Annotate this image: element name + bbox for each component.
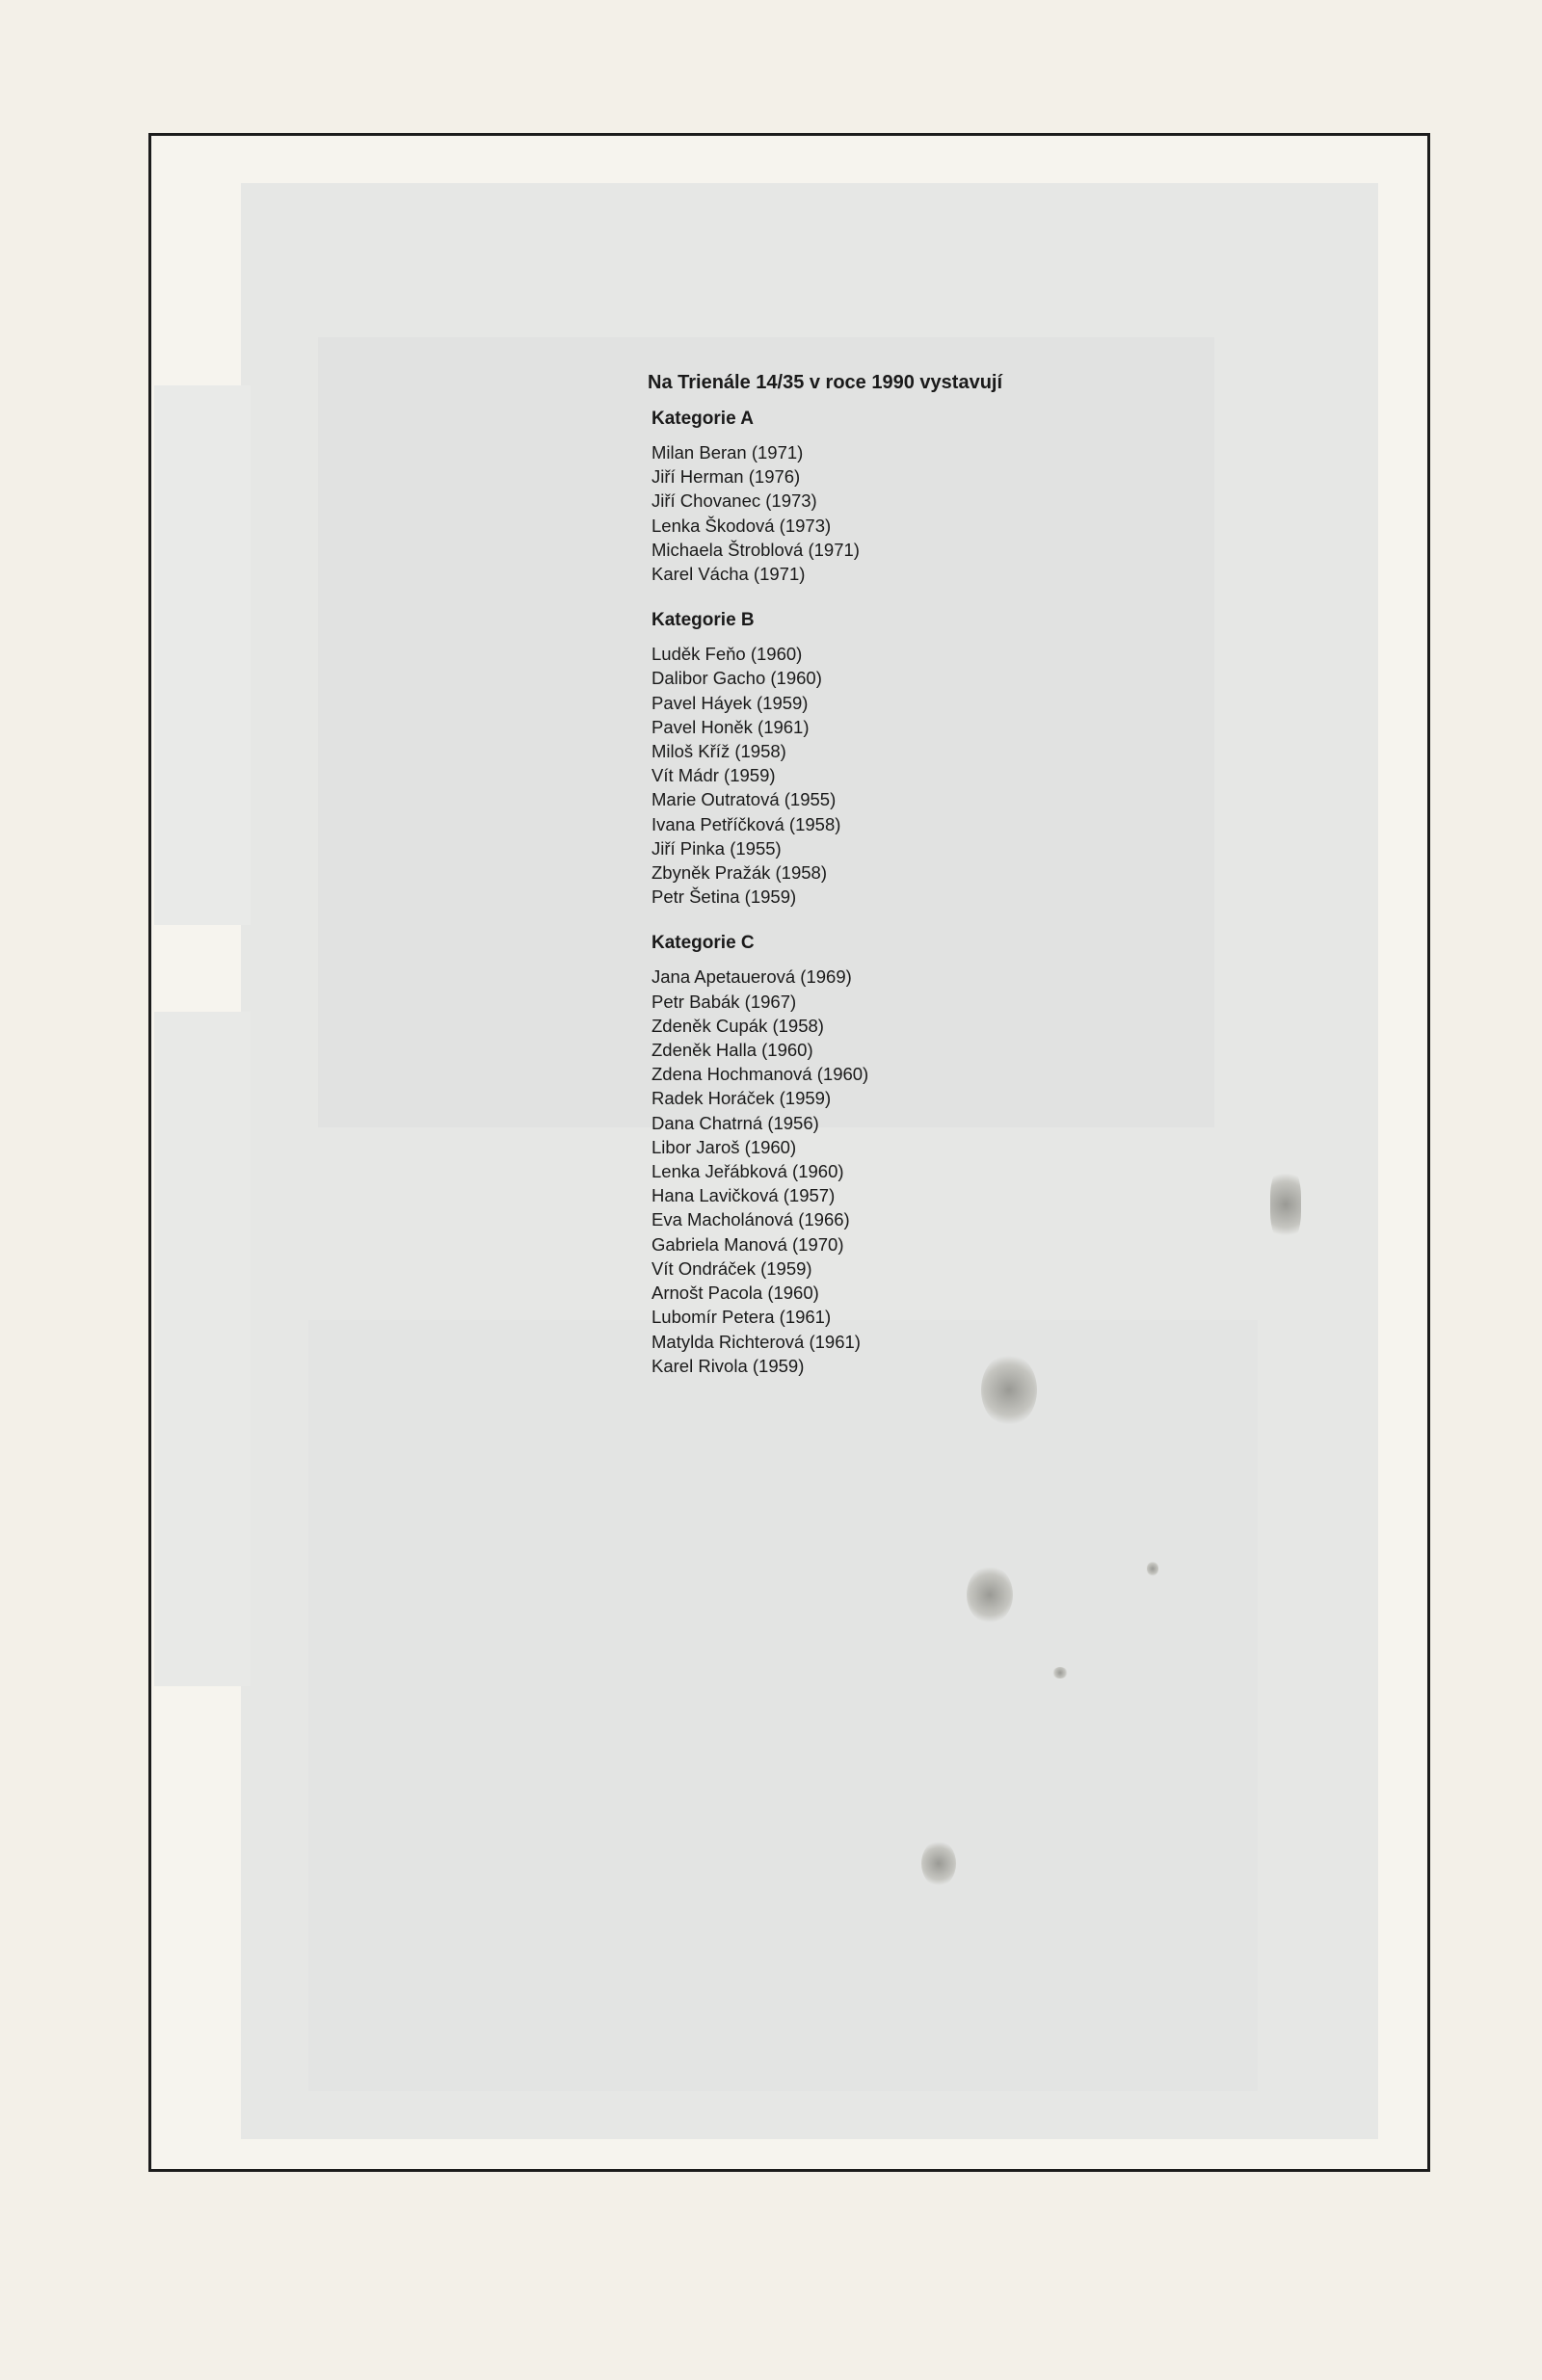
exhibitor-entry: Eva Macholánová (1966) xyxy=(651,1209,850,1230)
category-heading: Kategorie A xyxy=(651,409,754,429)
exhibitor-entry: Jiří Chovanec (1973) xyxy=(651,490,817,512)
exhibitor-entries xyxy=(648,965,1187,1377)
stain-spot xyxy=(1147,1561,1158,1576)
stain-spot xyxy=(921,1840,956,1887)
exhibitor-entry: Zdeněk Halla (1960) xyxy=(651,1040,813,1061)
exhibitor-entry: Lenka Škodová (1973) xyxy=(651,515,832,536)
exhibitor-entry: Pavel Honěk (1961) xyxy=(651,716,810,737)
category-section xyxy=(648,408,1187,586)
exhibitor-entry: Vít Ondráček (1959) xyxy=(651,1257,812,1279)
exhibitor-entry: Gabriela Manová (1970) xyxy=(651,1233,844,1255)
exhibitor-entry: Jiří Pinka (1955) xyxy=(651,837,782,859)
exhibitor-entry: Marie Outratová (1955) xyxy=(651,789,837,810)
exhibitor-entry: Jana Apetauerová (1969) xyxy=(651,966,852,988)
exhibitor-entry: Michaela Štroblová (1971) xyxy=(651,539,860,560)
category-heading: Kategorie B xyxy=(651,610,755,631)
exhibitor-entry: Miloš Kříž (1958) xyxy=(651,741,786,762)
exhibitor-entry: Ivana Petříčková (1958) xyxy=(651,813,841,834)
exhibitor-entries xyxy=(648,440,1187,586)
stain-spot xyxy=(967,1566,1013,1624)
page-title: Na Trienále 14/35 v roce 1990 vystavují xyxy=(648,372,1003,393)
exhibitor-entry: Zbyněk Pražák (1958) xyxy=(651,862,828,884)
exhibitor-entry: Milan Beran (1971) xyxy=(651,442,804,463)
stain-spot xyxy=(1052,1667,1068,1679)
category-section xyxy=(648,932,1187,1377)
exhibitor-list xyxy=(648,371,1187,1401)
exhibitor-entry: Lenka Jeřábková (1960) xyxy=(651,1161,844,1182)
background-strip-left-upper xyxy=(154,385,251,925)
category-section xyxy=(648,609,1187,909)
exhibitor-entry: Matylda Richterová (1961) xyxy=(651,1331,861,1352)
background-strip-left-lower xyxy=(154,1012,251,1686)
exhibitor-entry: Arnošt Pacola (1960) xyxy=(651,1283,819,1304)
exhibitor-entry: Zdeněk Cupák (1958) xyxy=(651,1015,824,1036)
exhibitor-entry: Pavel Háyek (1959) xyxy=(651,692,809,713)
exhibitor-entry: Hana Lavičková (1957) xyxy=(651,1185,836,1206)
exhibitor-entry: Karel Vácha (1971) xyxy=(651,564,806,585)
exhibitor-entry: Karel Rivola (1959) xyxy=(651,1355,805,1376)
category-heading: Kategorie C xyxy=(651,933,755,954)
category-sections xyxy=(648,408,1187,1378)
stain-spot xyxy=(1270,1166,1301,1243)
exhibitor-entry: Jiří Herman (1976) xyxy=(651,466,801,488)
exhibitor-entry: Libor Jaroš (1960) xyxy=(651,1136,797,1157)
exhibitor-entry: Luděk Feňo (1960) xyxy=(651,644,803,665)
exhibitor-entry: Dalibor Gacho (1960) xyxy=(651,668,822,689)
exhibitor-entry: Radek Horáček (1959) xyxy=(651,1088,832,1109)
exhibitor-entry: Vít Mádr (1959) xyxy=(651,765,776,786)
exhibitor-entry: Petr Šetina (1959) xyxy=(651,886,797,908)
exhibitor-entry: Lubomír Petera (1961) xyxy=(651,1307,832,1328)
exhibitor-entry: Zdena Hochmanová (1960) xyxy=(651,1064,869,1085)
exhibitor-entry: Petr Babák (1967) xyxy=(651,991,797,1012)
exhibitor-entries xyxy=(648,642,1187,909)
background-photo-lower xyxy=(308,1320,1258,2091)
exhibitor-entry: Dana Chatrná (1956) xyxy=(651,1112,819,1133)
